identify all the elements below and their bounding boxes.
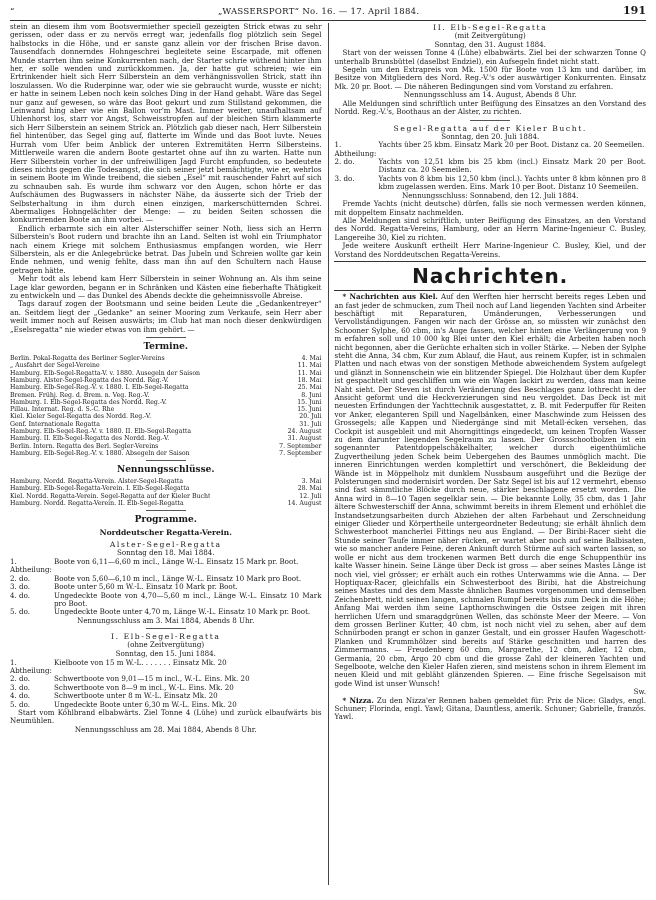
class-entry: 3. do. Yachts von 8 kbm bis 12,50 kbm (incl.). Yachts unter 8 kbm können pro 8 kbm zugelassen werden. Eins. Mark 10 per Boot. Distanz 10 Seemeilen. bbox=[334, 173, 646, 192]
alster-regatta-date: Sonntag den 18. Mai 1884. bbox=[116, 548, 215, 558]
termine-row: „ Ausfahrt der Segel-Vereine 11. Mai bbox=[10, 362, 322, 370]
class-entry: 2. do. Boote von 5,60—6,10 m incl., Länge W.-L. Einsatz 10 Mark pro Boot. bbox=[10, 573, 302, 583]
termine-row: Hamburg. Elb-Segel-Reg.-V. v. 1880. II. Elb-Segel-Regatta 24. August bbox=[10, 428, 322, 435]
class-entry: 4. do. Schwertboote unter 8 m W.-L. Einsatz Mk. 20 bbox=[10, 691, 218, 701]
kiel-news bbox=[334, 293, 646, 688]
elb1-date: Sonntag, den 15. Juni 1884. bbox=[115, 649, 216, 658]
termine-row: Genf. Internationale Regatta 31. Juli bbox=[10, 420, 322, 428]
alster-entries bbox=[10, 558, 322, 617]
termine-row: Bremen. Frühj. Reg. d. Brem. n. Veg. Reg.-V. 8. Juni bbox=[10, 391, 322, 399]
termine-row: Berlin. Pokal-Regatta des Berliner Segler-Vereins 4. Mai bbox=[10, 355, 322, 363]
elb2-subtitle: (mit Zeitvergütung) bbox=[454, 31, 526, 40]
page-header bbox=[10, 4, 646, 18]
class-entry: 3. do. Boote unter 5,60 m W.-L. Einsatz 10 Mark pr. Boot. bbox=[10, 582, 238, 592]
termine-row: Hamburg. Elb-Segel-Reg.-V. v. 1880. Absegeln der Saison 7. September bbox=[10, 449, 322, 457]
termine-list bbox=[10, 355, 322, 457]
programme-title: Programme. bbox=[134, 515, 197, 526]
page-number: 191 bbox=[623, 4, 646, 17]
elb1-entries bbox=[10, 659, 322, 709]
class-entry: 4. do. Ungedeckte Boote von 4,70—5,60 m incl., Länge W.-L. Einsatz 10 Mark pro Boot. bbox=[10, 590, 322, 608]
left-column bbox=[10, 23, 322, 885]
story-paragraph: Tags darauf zogen der Bootsmann und seine beiden Leute die „Gedankentreyer“ an. Seitdem liegt der „Gedanke“ an seiner Mooring zum Verkaufe, sein Herr aber weilt immer noch auf Reisen auswärts; im Club hat man noch dieser denkwürdigen „Eselsregatta“ nie wieder etwas von ihm gehört. — bbox=[10, 299, 322, 334]
nennung-row: Hamburg. Elb-Segel-Regatta-Verein. I. Elb-Segel-Regatta 28. Mai bbox=[10, 485, 322, 493]
class-entry: 5. do. Ungedeckte Boote unter 6,30 m W.-L. Eins. Mk. 20 bbox=[10, 699, 237, 709]
section-divider bbox=[146, 460, 186, 461]
nennung-list bbox=[10, 478, 322, 507]
kiel-contact-info: Jede weitere Auskunft ertheilt Herr Marine-Ingenieur C. Busley, Kiel, und der Vorstand des Norddeutschen Regatta-Vereins. bbox=[334, 241, 646, 259]
elb1-start-info: Start vom Köhlbrand elbabwärts. Ziel Tonne 4 (Lühe) und zurück elbaufwärts bis Neumühlen. bbox=[10, 708, 322, 726]
kiel-news-text: Auf den Werften hier herrscht bereits reges Leben und an fast jeder de schmucken, zum Theil noch auf Land liegenden Yachten sind Arbeiter beschäftigt mit Reparaturen, Umänderungen, Verbesserungen und Vervollständigungen. Fangen wir nach der Grösse an, so müssten wir zunächst den Schooner Sylphe, 60 cbm, in's Auge fassen, welcher hinten eine Verlängerung von 9 m erfahren soll und 10 000 kg Blei unter den Kiel erhält; die Arbeiten haben noch nicht begonnen, aber die Gerüchte erhalten sich in voller Stärke. — Neben der Sylphe steht die Anna, 34 cbm, Kur zum Ablauf, die Haut, aus reinem Kupfer, ist in schmalen Platten und nach etwas von der sonstigen Methode abweichendem System aufgelegt und glänzt in Sonnenschein wie ein blitzender Spiegel. Die Holzhaut über dem Kupfer ist gespachtelt und geschliffen um wie ein Wagen lackirt zu werden, dass man keine Naht sieht. Der Steven ist durch Veränderung des Beschlages ganz lothrecht in der Ansicht geformt und die Heckverzierungen sind neu vergoldet. Das Deck ist mit neuesten Erfindungen der Yachttechnik ausgestattet, z. B. mit Federpuffer für Reiten vor Anker, eleganteren Spill und Nagelbänken, einer Maschwinde zum Heissen des Grossegels; alle Kappen und Niedergänge sind mit Metall-écken versehen, das Cockpit ist ausgebleit und mit Ahorngittings eingedeckt, um keinen Tropfen Wasser zu dem darunter liegenden Segelraum zu lassen. Der Grossschootbolzen ist ein sogenannter Patentdoppelschäkelhalter, welcher durch eigenthümliche Zugvertheilung jeden Schek beim Uebergehen des Baumes unmöglich macht. Die inneren Einrichtungen werden komplettirt und verschönert, die Bekleidung der Wände ist in Möppelholz mit dunklem Nussbaum ausgeführt und die Bezüge der Polsterungen sind modernisirt worden. Der Satz Segel ist bis auf 12 vermehrt, ebenso sind fast sämmtliche Blöcke durch neue, stärker beschlagene ersetzt worden. Die Anna wird in 8—10 Tagen segelklar sein. — Die bekannte Lolly, 35 cbm, das 1 Jahr ältere Schwesterschiff der Anna, schwimmt bereits in ihrem Element und erhöhlet die Instandsetzungsarbeiten durch Abziehen der alten Farbehaut und Zerschneidung einiger Glieder und Körpertheile untergeordneter Bedeutung; sie erhält ähnlich dem Schwesterboot mancherlei Fittings neu aus England. — Der Biribi-Racer sieht die Stunde seiner Taufe immer näher rücken, er wartet aber noch auf seine Balbisaten, wie so mancher andere Feine, deren Ankunft durch Stürme auf sich warten lassen, so wolle er nicht aus dem trockenen warmen Bett durch die enge Schuppenthür ins kalte Wasser hinein. Seine Länge über Deck ist gross — aber seines Mastes Länge ist noch viel, viel grösser; er erhält auch ein rothes Unterwamms wie die Anna. — Der Hoptiquax-Racer, gleichfalls ein Schwesterboot des Biribi, hat die Abstreichung seines Mastes und des dem Masste ähnlichen Baumes vorgenommen und demselben Zeichenbrett, nickt seinen langen, schmalen Rumpf bereits bis zum Deck in die Höhe; Anfang Mai werden ihm seine Lapthornschwingen die Ostsee zeigen mit ihren herrlichen Ufern und smaragdgrünen Wellen, das schönste Meer der Meere. — Von dem grossen Berliner Kutter, 40 cbm, ist noch nicht viel zu sehen, aber auf dem Schnürboden prangt er schon in ganzer Gestalt, und ein grosser Haufen Wageschott-Planken und Krummhölzer sind bereits auf Stärke geschnitten und harren des Zimmermanns. — Freudenberg 60 cbm, Margarethe, 12 cbm, Adler, 12 cbm, Germania, 20 cbm, Argo 20 cbm und die grosse Zahl der kleineren Yachten und Segelboote, welche den Kieler Hafen zieren, sind meistens schon in ihrem Element im neuen Kleid und mit gebläht glänzenden Spieren. — Eine frische Segelsaison mit gode Wind ist unser Wunsch! bbox=[334, 292, 646, 688]
alster-closing: Nennungsschluss am 3. Mai 1884, Abends 8 Uhr. bbox=[77, 615, 255, 625]
termine-row: Pillau. Internat. Reg. d. S.-C. Rhe 15. Juni bbox=[10, 406, 322, 414]
nachrichten-title: Nachrichten. bbox=[412, 264, 569, 289]
elb2-closing: Nennungsschluss am 14. August, Abends 8 Uhr. bbox=[403, 90, 577, 100]
nizza-news bbox=[334, 697, 646, 722]
nennung-row: Hamburg. Nordd. Regatta-Verein. II. Elb-Segel-Regatta 14. August bbox=[10, 500, 322, 508]
header-title: „WASSERSPORT“ No. 16. — 17. April 1884. bbox=[217, 7, 420, 17]
section-rule bbox=[334, 290, 646, 291]
elb2-registration-info: Alle Meldungen sind schriftlich unter Beifügung des Einsatzes an den Vorstand des Nordd. Reg.-V.'s, Boothaus an der Alster, zu richten. bbox=[334, 98, 646, 117]
elb2-prize-info: Segeln um den Extrapreis von Mk. 1500 für Boote von 13 km und darüber, im Besitze von Mitgliedern des Nord. Reg.-V.'s oder auswärtiger Konkurrenten. Einsatz Mk. 20 pr. Boot. — Die näheren Bedingungen sind vom Vorstand zu erfahren. bbox=[334, 65, 646, 91]
kiel-registration-info: Alle Meldungen sind schriftlich, unter Beifügung des Einsatzes, an den Vorstand des Nordd. Regatta-Vereins, Hamburg, oder an Herrn Marine-Ingenieur C. Busley, Langereihe 30, Kiel zu richten. bbox=[334, 216, 646, 242]
story-paragraph: Mehr todt als lebend kam Herr Silberstein in seiner Wohnung an. Als ihm seine Lage klar geworden, begann er in Schränken und Kästen eine fieberhafte Thätigkeit zu entwickeln und — das Dunkel des Abends deckte die geheimnissvolle Abreise. bbox=[10, 274, 322, 300]
kiel-entries bbox=[334, 141, 646, 191]
header-left-mark: “ bbox=[10, 7, 15, 17]
termine-row: Hamburg. Elb-Segel-Regatta-V. v. 1880. Ausegeln der Saison 11. Mai bbox=[10, 369, 322, 377]
termine-row: Hamburg. II. Elb-Segel-Regatta des Nordd. Reg.-V. 31. August bbox=[10, 435, 322, 443]
header-rule bbox=[10, 20, 646, 21]
elb2-regatta-title: II. Elb-Segel-Regatta bbox=[433, 23, 548, 32]
class-entry: 2. do. Schwertboote von 9,01—15 m incl., W.-L. Eins. Mk. 20 bbox=[10, 674, 250, 684]
elb1-subtitle: (ohne Zeitvergütung) bbox=[127, 640, 205, 650]
story-paragraph: stein an diesem ihm vom Bootsvermiether speciell gezeigten Strick etwas zu sehr gerissen, oder dass er zu nervös erregt war, jedenfalls flog plötzlich sein Segel halbstocks in die Höhe, und er sanste ganz allein vor der frischen Brise davon. Tausendfach donnerndes Hohngeschrei begleitete seine Escarpade, mit offenen Munde starrten ihm seine Konkurrenten nach, der Starter schrie wüthend hinter ihm her, er solle wenden und zurückkommen. Ja, der hatte gut schreien; wie ein Ertrinkender hielt sich Herr Silberstein an dem verhängnissvollen Strick, statt ihn loszulassen. Wo die Ruderpinne war, oder wie sie gebraucht wurde, wusste er nicht; er hatte in seinem Leben noch kein solches Ding in der Hand gehabt. Wäre das Segel nur ganz auf gewesen, so wäre das Boot gekurt und zum Stillstand gekommen, die Leinwand hing aber wie ein Ballon vor'm Mast. Immer weiter, unaufhaltsam auf Uhlenhorst los, starr vor Angst, Schweisstropfen auf der bleichen Stirn klammerte sich Herr Silberstein an seinem Strick an. Plötzlich gab dieser nach, Herr Silberstein fiel hintenüber, das Segel ging auf, flatterte im Winde und das Boot luvte. Neues Hurrah vom Ufer beim Anblick der unteren Extremitäten Herrn Silbersteins. Mittlerweile waren die andern Boote gestartet ohne auf ihn zu warten. Hatte nun Herr Silberstein vorher in der unfreiwilligen Jagd Furcht empfunden, so bedeutete dieses nichts gegen die Todesangst, die sich seiner jetzt bemächtigte, wie er, wehrlos in seinem Boote im Winde treibend, die sieben „Esel“ mit rauschender Fahrt auf sich zu schnauben sah. Es wurde ihm schwarz vor den Augen, schon hörte er das Aufschäumen des Bugwassers in nächster Nähe, da äusserte sich der Trieb der Selbsterhaltung in ihm durch einen einzigen, markerschütternden Schrei. Abermaliges Hohngelächter der Menge: — zu beiden Seiten schossen die konkurrirenden Boote an ihm vorbei. — bbox=[10, 23, 322, 225]
club-name: Norddeutscher Regatta-Verein. bbox=[99, 528, 232, 538]
kiel-regatta-date: Sonntag, den 20. Juli 1884. bbox=[441, 131, 540, 141]
termine-row: Hamburg. Alster-Segel-Regatta des Nordd. Reg.-V. 18. Mai bbox=[10, 376, 322, 384]
section-rule bbox=[334, 261, 646, 262]
termine-row: Kiel. Kieler Segel-Regatta des Nordd. Reg.-V. 20. Juli bbox=[10, 413, 322, 421]
column-divider bbox=[328, 23, 329, 885]
elb1-closing: Nennungsschluss am 28. Mai 1884, Abends 8 Uhr. bbox=[74, 724, 257, 734]
nizza-news-text: Zu den Nizza'er Rennen haben gemeldet für: Prix de Nice: Gladys, engl. Schuner; Florinda, engl. Yawl; Gitana, Dauntless, amerik. Schuner; Gabrielle, französ. Yawl. bbox=[334, 695, 646, 722]
columns bbox=[10, 23, 646, 885]
section-divider bbox=[146, 628, 186, 629]
nennung-title: Nennungsschlüsse. bbox=[116, 465, 215, 476]
kiel-foreign-info: Fremde Yachts (nicht deutsche) dürfen, falls sie noch vermessen werden können, mit doppeltem Einsatz nachmelden. bbox=[334, 199, 646, 217]
class-entry: 1. Abtheilung: Yachts über 25 kbm. Einsatz Mark 20 per Boot. Distanz ca. 20 Seemeilen. bbox=[334, 140, 645, 158]
kiel-regatta-title: Segel-Regatta auf der Kieler Bucht. bbox=[393, 123, 587, 133]
nennung-row: Hamburg. Nordd. Regatta-Verein. Alster-Segel-Regatta 3. Mai bbox=[10, 478, 322, 486]
section-divider bbox=[470, 120, 510, 121]
class-entry: 1. Abtheilung: Kielboote von 15 m W.-L. . . . . . . Einsatz Mk. 20 bbox=[10, 657, 227, 675]
elb1-regatta-title: I. Elb-Segel-Regatta bbox=[110, 632, 221, 642]
right-column bbox=[334, 23, 646, 885]
termine-row: Berlin. Intern. Regatta des Berl. Segler-Vereins 7. September bbox=[10, 442, 322, 450]
class-entry: 2. do. Yachts von 12,51 kbm bis 25 kbm (incl.) Einsatz Mark 20 per Boot. Distanz ca. 20 Seemeilen. bbox=[334, 157, 646, 175]
kiel-news-heading: * Nachrichten aus Kiel. bbox=[342, 292, 438, 302]
class-entry: 3. do. Schwertboote von 8—9 m incl., W.-L. Eins. Mk. 20 bbox=[10, 682, 234, 692]
alster-regatta-title: Alster-Segel-Regatta bbox=[109, 540, 222, 550]
termine-row: Hamburg. Elb-Segel-Reg.-V. v. 1880. I. Elb-Segel-Regatta 25. Mai bbox=[10, 384, 322, 392]
story-paragraph: Endlich erbarmte sich ein alter Alsterschiffer seiner Noth, liess sich an Herrn Silberstein's Boot rudern und brachte ihn an Land. Selten ist wohl ein Triumphator nach einem Kriege mit solchem Enthusiasmus empfangen worden, wie Herr Silberstein, als er die Anlegebrücke betrat. Das Jubeln und Schreien wollte gar kein Ende nehmen, und wenig fehlte, dass man ihn auf den Schultern nach Hause getragen hätte. bbox=[10, 223, 322, 275]
kiel-news-signature: Sw. bbox=[633, 687, 646, 697]
class-entry: 1. Abtheilung: Boote von 6,11—6,60 m incl., Länge W.-L. Einsatz 15 Mark pr. Boot. bbox=[10, 556, 299, 575]
termine-title: Termine. bbox=[143, 342, 188, 353]
kiel-closing: Nennungsschluss: Sonnabend, den 12. Juli 1884. bbox=[402, 190, 579, 200]
section-divider bbox=[146, 510, 186, 511]
elb2-start-info: Start von der weissen Tonne 4 (Lühe) elbabwärts. Ziel bei der schwarzen Tonne Q unterhalb Brunsbüttel (daselbst Endziel), ein Aufsegeln findet nicht statt. bbox=[334, 48, 646, 66]
section-divider bbox=[146, 337, 186, 338]
class-entry: 5. do. Ungedeckte Boote unter 4,70 m, Länge W.-L. Einsatz 10 Mark pr. Boot. bbox=[10, 607, 311, 617]
termine-row: Hamburg. I. Elb-Segel-Regatta des Nordd. Reg.-V. 15. Juni bbox=[10, 398, 322, 406]
nizza-news-heading: * Nizza. bbox=[342, 695, 374, 705]
elb2-date: Sonntag, den 31. August 1884. bbox=[434, 39, 546, 49]
newspaper-page bbox=[10, 0, 646, 890]
nennung-row: Kiel. Nordd. Regatta-Verein. Segel-Regatta auf der Kieler Bucht 12. Juli bbox=[10, 492, 322, 500]
